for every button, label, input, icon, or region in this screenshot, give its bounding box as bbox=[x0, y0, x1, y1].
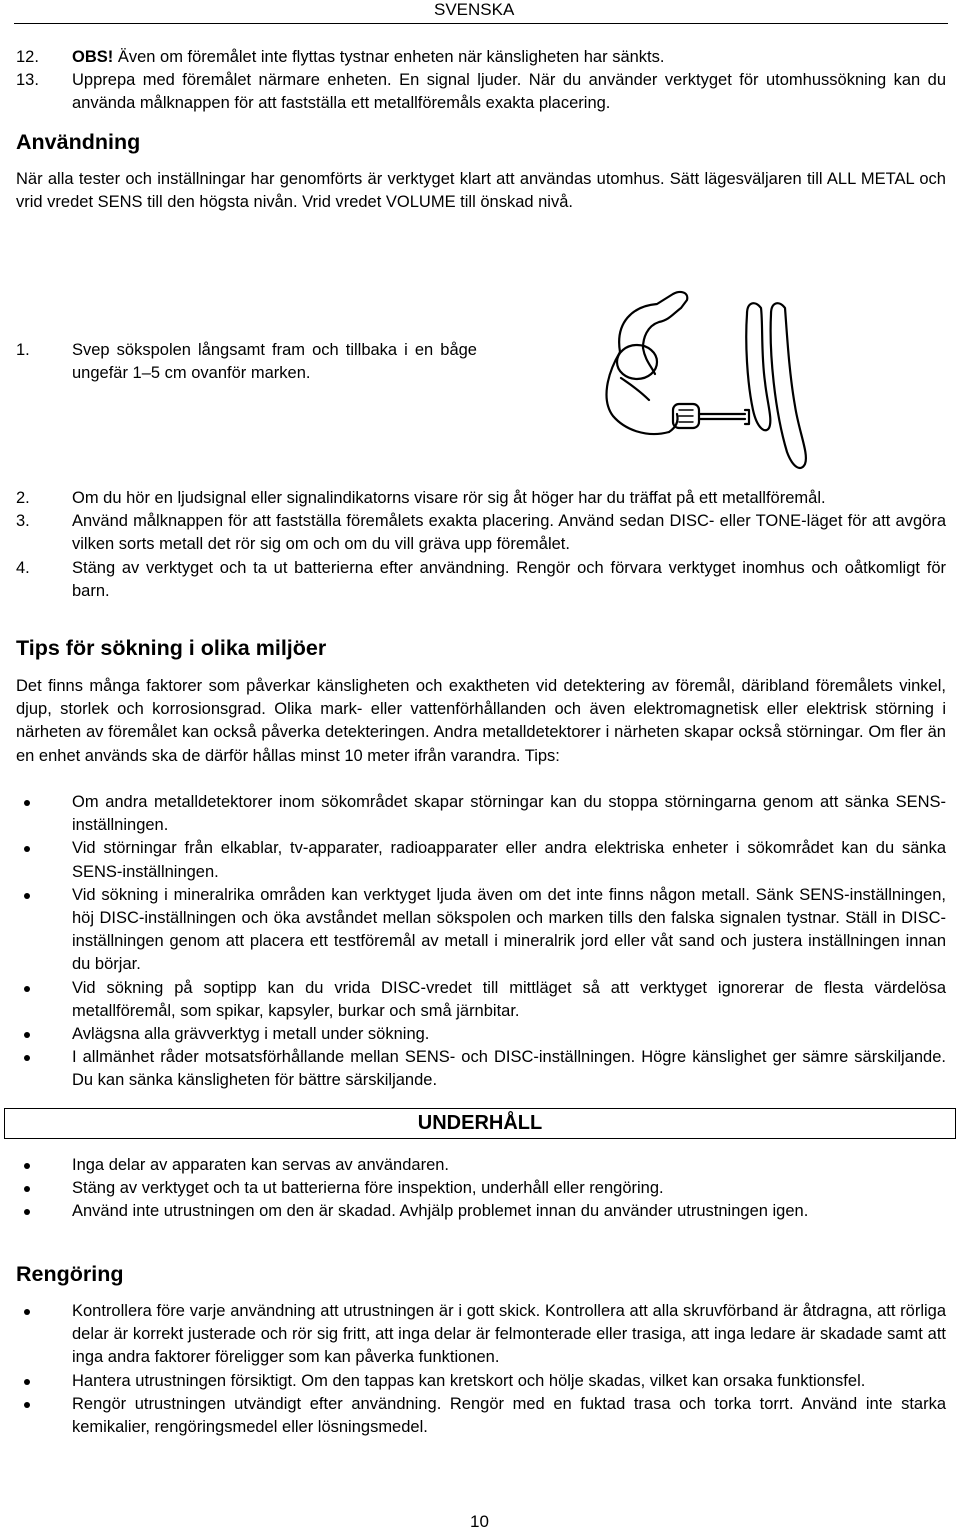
list-item: Vid störningar från elkablar, tv-apparater, radioapparater eller andra elektriska enheter i sökområdet kan du sänka SENS-inställningen. bbox=[16, 837, 946, 883]
header-language: SVENSKA bbox=[434, 0, 515, 19]
note-label: OBS! bbox=[72, 48, 114, 66]
list-number: 2. bbox=[16, 489, 30, 507]
list-item bbox=[16, 510, 946, 556]
tips-list bbox=[16, 791, 946, 1093]
list-text: Upprepa med föremålet närmare enheten. En signal ljuder. När du använder verktyget för utomhussökning kan du använda målknappen för att fastställa ett metallföremåls exakta placering. bbox=[72, 71, 946, 113]
usage-intro: När alla tester och inställningar har genomförts är verktyget klart att användas utomhus. Sätt lägesväljaren till ALL METAL och vrid vredet SENS till den högsta nivån. Vrid vredet VOLUME till önskad nivå. bbox=[16, 170, 946, 212]
usage-heading: Användning bbox=[16, 130, 141, 154]
tips-heading: Tips för sökning i olika miljöer bbox=[16, 636, 327, 660]
tips-intro: Det finns många faktorer som påverkar känsligheten och exaktheten vid detektering av föremål, däribland föremålets vinkel, djup, storlek och korrosionsgrad. Olika mark- eller vattenförhållanden och även elektromagnetisk eller elektrisk störning i närheten av föremålet kan också påverka detekteringen. Andra metalldetektorer i närheten skapar också störningar. Om fler än en enhet används ska de därför hållas minst 10 meter ifrån varandra. Tips: bbox=[16, 677, 946, 765]
page-number: 10 bbox=[470, 1512, 489, 1531]
list-number: 13. bbox=[16, 71, 39, 90]
cleaning-heading: Rengöring bbox=[16, 1262, 124, 1286]
list-item bbox=[16, 557, 946, 603]
list-item: Avlägsna alla grävverktyg i metall under sökning. bbox=[16, 1023, 946, 1046]
list-number: 12. bbox=[16, 48, 39, 66]
top-list bbox=[16, 46, 946, 116]
list-item bbox=[16, 487, 946, 510]
maintenance-list bbox=[16, 1154, 946, 1224]
list-item: Rengör utrustningen utvändigt efter användning. Rengör med en fuktad trasa och torka torrt. Använd inte starka kemikalier, rengöringsmedel eller lösningsmedel. bbox=[16, 1393, 946, 1439]
list-text: Stäng av verktyget och ta ut batterierna efter användning. Rengör och förvara verktyget inomhus och oåtkomligt för barn. bbox=[72, 558, 946, 600]
list-item bbox=[16, 69, 946, 115]
list-item: Vid sökning på soptipp kan du vrida DISC-vredet till mittläget så att verktyget ignorerar de flesta värdelösa metallföremål, som spikar, kapsyler, burkar och små järnbitar. bbox=[16, 977, 946, 1023]
list-item: Om andra metalldetektorer inom sökområdet skapar störningar kan du stoppa störningarna genom att sänka SENS-inställningen. bbox=[16, 791, 946, 837]
list-item: Kontrollera före varje användning att utrustningen är i gott skick. Kontrollera att alla skruvförband är åtdragna, att rörliga delar är korrekt justerade och rör sig fritt, att inga delar är felmonterade eller trasiga, att inga ledare är skadade samt att inga andra faktorer föreligger som kan påverka funktionen. bbox=[16, 1300, 946, 1370]
list-item: Hantera utrustningen försiktigt. Om den tappas kan kretskort och hölje skadas, vilket kan orsaka funktionsfel. bbox=[16, 1370, 946, 1393]
cleaning-list bbox=[16, 1300, 946, 1439]
header-rule bbox=[14, 23, 948, 24]
usage-steps bbox=[16, 487, 946, 603]
maintenance-heading-box bbox=[4, 1108, 956, 1139]
sweep-illustration bbox=[585, 282, 830, 482]
list-item: I allmänhet råder motsatsförhållande mellan SENS- och DISC-inställningen. Högre känslighet ger sämre särskiljande. Du kan sänka känsligheten för bättre särskiljande. bbox=[16, 1046, 946, 1092]
list-item: Använd inte utrustningen om den är skadad. Avhjälp problemet innan du använder utrustningen igen. bbox=[16, 1200, 946, 1223]
maintenance-heading: UNDERHÅLL bbox=[417, 1112, 543, 1134]
step-1-text: Svep sökspolen långsamt fram och tillbaka i en båge ungefär 1–5 cm ovanför marken. bbox=[72, 341, 477, 383]
list-item: Stäng av verktyget och ta ut batterierna före inspektion, underhåll eller rengöring. bbox=[16, 1177, 946, 1200]
list-number: 3. bbox=[16, 512, 30, 531]
list-text: Använd målknappen för att fastställa föremålets exakta placering. Använd sedan DISC- eller TONE-läget för att avgöra vilken sorts metall det rör sig om och om du vill gräva upp föremålet. bbox=[72, 512, 946, 554]
list-item: Vid sökning i mineralrika områden kan verktyget ljuda även om det inte finns någon metall. Sänk SENS-inställningen, höj DISC-inställningen och öka avståndet mellan sökspolen och marken tills den falska signalen tystnar. Ställ in DISC-inställningen genom att placera ett testföremål av metall i mineralrik jord eller våt sand och justera inställningen innan du börjar. bbox=[16, 884, 946, 977]
step-1-number: 1. bbox=[16, 341, 30, 359]
list-item bbox=[16, 46, 946, 69]
list-text: Även om föremålet inte flyttas tystnar enheten när känsligheten har sänkts. bbox=[113, 48, 665, 66]
list-number: 4. bbox=[16, 558, 30, 577]
list-item: Inga delar av apparaten kan servas av användaren. bbox=[16, 1154, 946, 1177]
list-text: Om du hör en ljudsignal eller signalindikatorns visare rör sig åt höger har du träffat på ett metallföremål. bbox=[72, 489, 826, 507]
